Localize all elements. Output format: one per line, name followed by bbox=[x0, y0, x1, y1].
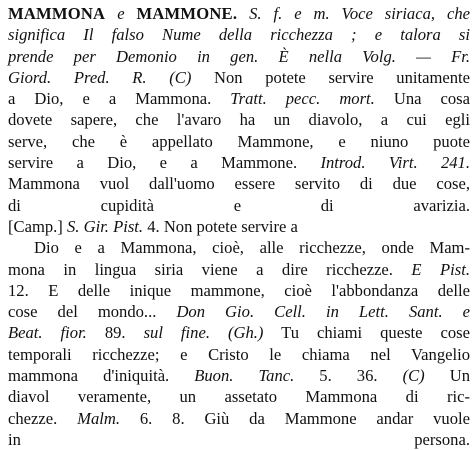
entry-text: chezze. bbox=[8, 408, 78, 428]
entry-line bbox=[8, 429, 470, 450]
entry-line bbox=[8, 195, 470, 216]
entry-text: Dio e a Mammona, cioè, alle ricchezze, onde Mam- bbox=[34, 238, 470, 258]
entry-text: (C) bbox=[402, 366, 425, 386]
entry-text: cose del mondo... bbox=[8, 302, 177, 322]
entry-text: mona in lingua siria viene a dire ricchezze. bbox=[8, 259, 412, 279]
entry-text: prende per Demonio in gen. È nella Volg. — Fr. bbox=[8, 46, 470, 66]
entry-line bbox=[8, 216, 470, 237]
entry-text: 5. 36. bbox=[294, 366, 403, 386]
entry-text: Un bbox=[424, 366, 470, 386]
entry-line bbox=[8, 131, 470, 152]
entry-line bbox=[8, 301, 470, 322]
entry-line bbox=[8, 46, 470, 67]
entry-line bbox=[8, 24, 470, 45]
entry-line bbox=[8, 386, 470, 407]
entry-text: significa Il falso Nume della ricchezza ; e talora si bbox=[8, 25, 470, 45]
entry-line bbox=[8, 344, 470, 365]
headword: MAMMONA bbox=[8, 4, 106, 23]
entry-text: S. Gir. Pist. bbox=[67, 216, 144, 236]
entry-text: Giord. Pred. R. (C) bbox=[8, 67, 192, 87]
entry-text: 4. Non potete servire a bbox=[143, 216, 298, 236]
entry-line bbox=[8, 67, 470, 88]
entry-text: in persona. bbox=[8, 429, 470, 449]
entry-line bbox=[8, 173, 470, 194]
entry-text: 89. bbox=[86, 323, 144, 343]
entry-text: serve, che è appellato Mammone, e niuno puote bbox=[8, 131, 470, 151]
entry-text: Buon. Tanc. bbox=[194, 366, 295, 386]
entry-text: Mammona vuol dall'uomo essere servito di due cose, bbox=[8, 174, 470, 194]
entry-text: di cupidità e di avarizia. bbox=[8, 195, 470, 215]
entry-line bbox=[8, 408, 470, 429]
entry-text: mammona d'iniquità. bbox=[8, 366, 195, 386]
entry-text: [Camp.] bbox=[8, 216, 67, 236]
entry-line bbox=[8, 237, 470, 258]
entry-text: 12. E delle inique mammone, cioè l'abbondanza delle bbox=[8, 280, 470, 300]
entry-text: 6. 8. Giù da Mammone andar vuole bbox=[120, 408, 470, 428]
entry-line bbox=[8, 88, 470, 109]
entry-text: diavol veramente, un assetato Mammona di ric- bbox=[8, 387, 470, 407]
headword-conjunction: e bbox=[117, 4, 125, 23]
entry-text: Malm. bbox=[77, 408, 120, 428]
entry-text: dovete sapere, che l'avaro ha un diavolo, a cui egli bbox=[8, 110, 470, 130]
entry-text: sul fine. bbox=[143, 323, 210, 343]
entry-text: E Pist. bbox=[411, 259, 470, 279]
entry-text: Don Gio. Cell. in Lett. Sant. e bbox=[176, 302, 470, 322]
entry-text: Tratt. pecc. mort. bbox=[230, 89, 375, 109]
entry-text: Tu chiami queste cose bbox=[263, 323, 470, 343]
entry-text: Beat. fior. bbox=[8, 323, 87, 343]
entry-text: Una cosa bbox=[374, 89, 471, 109]
entry-line bbox=[8, 280, 470, 301]
entry-line bbox=[8, 152, 470, 173]
entry-text: Introd. Virt. 241. bbox=[320, 153, 470, 173]
entry-text: Non potete servire unitamente bbox=[191, 67, 470, 87]
entry-text: temporali ricchezze; e Cristo le chiama nel Vangelio bbox=[8, 344, 470, 364]
entry-line bbox=[8, 109, 470, 130]
entry-line bbox=[8, 259, 470, 280]
entry-text: servire a Dio, e a Mammone. bbox=[8, 153, 321, 173]
entry-text: a Dio, e a Mammona. bbox=[8, 89, 231, 109]
entry-text: (Gh.) bbox=[209, 323, 264, 343]
entry-text: S. f. e m. Voce siriaca, che bbox=[249, 4, 470, 23]
entry-line bbox=[8, 322, 470, 343]
headword-variant: MAMMONE. bbox=[136, 4, 238, 23]
entry-line bbox=[8, 3, 470, 24]
entry-line bbox=[8, 365, 470, 386]
